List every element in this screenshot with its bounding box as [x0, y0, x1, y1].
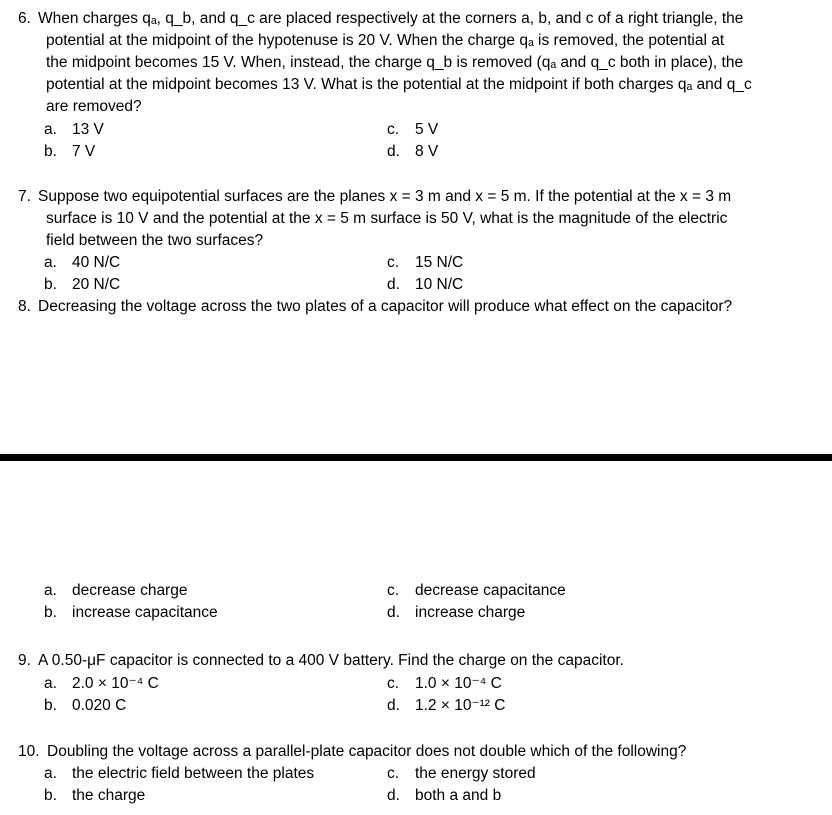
question-6-stem [0, 8, 832, 118]
option-a[interactable] [44, 763, 314, 785]
question-number: 9. [18, 652, 31, 669]
option-d[interactable] [387, 274, 463, 296]
question-9 [0, 650, 832, 672]
option-text: 13 V [72, 121, 104, 138]
option-text: 5 V [415, 121, 439, 138]
option-letter: d. [387, 787, 400, 804]
question-line: Decreasing the voltage across the two plates of a capacitor will produce what effect on the capacitor? [38, 298, 733, 315]
option-a[interactable] [44, 119, 104, 141]
option-a[interactable] [44, 673, 159, 695]
question-10 [0, 741, 832, 763]
option-letter: d. [387, 697, 400, 714]
option-a[interactable] [44, 580, 187, 602]
option-letter: a. [44, 254, 57, 271]
option-text: 7 V [72, 143, 96, 160]
option-c[interactable] [387, 119, 438, 141]
question-number: 6. [18, 10, 31, 27]
option-text: 20 N/C [72, 276, 121, 293]
page-divider [0, 454, 832, 461]
question-9-stem [0, 650, 832, 672]
option-text: 1.0 × 10⁻⁴ C [415, 675, 502, 692]
option-b[interactable] [44, 141, 95, 163]
option-d[interactable] [387, 785, 501, 807]
option-letter: c. [387, 121, 400, 138]
option-d[interactable] [387, 602, 525, 624]
option-text: the charge [72, 787, 146, 804]
option-letter: c. [387, 254, 400, 271]
question-line: surface is 10 V and the potential at the x = 5 m surface is 50 V, what is the magnitude of the electric [46, 210, 728, 227]
option-letter: b. [44, 604, 57, 621]
question-6 [0, 8, 832, 118]
option-c[interactable] [387, 763, 536, 785]
question-number: 7. [18, 188, 31, 205]
question-line: potential at the midpoint becomes 13 V. What is the potential at the midpoint if both charges qₐ and q_c [46, 76, 752, 93]
option-c[interactable] [387, 673, 502, 695]
option-text: 1.2 × 10⁻¹² C [415, 697, 506, 714]
option-d[interactable] [387, 141, 438, 163]
option-letter: c. [387, 765, 400, 782]
question-7-stem [0, 186, 832, 252]
option-b[interactable] [44, 274, 120, 296]
question-line: are removed? [46, 98, 142, 115]
option-text: decrease charge [72, 582, 188, 599]
option-letter: a. [44, 121, 57, 138]
question-number: 10. [18, 743, 40, 760]
option-letter: d. [387, 143, 400, 160]
question-8-stem [0, 296, 832, 318]
option-letter: d. [387, 276, 400, 293]
question-line: A 0.50-μF capacitor is connected to a 400 V battery. Find the charge on the capacitor. [38, 652, 624, 669]
option-text: 40 N/C [72, 254, 121, 271]
question-line: When charges qₐ, q_b, and q_c are placed respectively at the corners a, b, and c of a right triangle, the [38, 10, 744, 27]
question-line: Doubling the voltage across a parallel-plate capacitor does not double which of the following? [47, 743, 687, 760]
option-b[interactable] [44, 785, 145, 807]
option-text: 2.0 × 10⁻⁴ C [72, 675, 159, 692]
question-line: field between the two surfaces? [46, 232, 264, 249]
option-text: decrease capacitance [415, 582, 566, 599]
option-letter: c. [387, 675, 400, 692]
option-c[interactable] [387, 252, 463, 274]
option-c[interactable] [387, 580, 566, 602]
option-text: increase capacitance [72, 604, 218, 621]
option-letter: a. [44, 582, 57, 599]
option-b[interactable] [44, 602, 218, 624]
option-text: the energy stored [415, 765, 536, 782]
option-letter: a. [44, 765, 57, 782]
question-line: Suppose two equipotential surfaces are the planes x = 3 m and x = 5 m. If the potential at the x = 3 m [38, 188, 732, 205]
option-letter: c. [387, 582, 400, 599]
option-text: 15 N/C [415, 254, 464, 271]
option-text: both a and b [415, 787, 502, 804]
option-letter: b. [44, 276, 57, 293]
option-text: the electric field between the plates [72, 765, 315, 782]
question-number: 8. [18, 298, 31, 315]
option-a[interactable] [44, 252, 120, 274]
option-letter: b. [44, 697, 57, 714]
question-line: potential at the midpoint of the hypotenuse is 20 V. When the charge qₐ is removed, the potential at [46, 32, 725, 49]
option-letter: d. [387, 604, 400, 621]
option-letter: a. [44, 675, 57, 692]
option-b[interactable] [44, 695, 126, 717]
option-text: increase charge [415, 604, 526, 621]
option-letter: b. [44, 787, 57, 804]
option-text: 10 N/C [415, 276, 464, 293]
option-letter: b. [44, 143, 57, 160]
question-8 [0, 296, 832, 318]
question-line: the midpoint becomes 15 V. When, instead, the charge q_b is removed (qₐ and q_c both in place), the [46, 54, 744, 71]
option-d[interactable] [387, 695, 505, 717]
question-10-stem [0, 741, 832, 763]
option-text: 8 V [415, 143, 439, 160]
option-text: 0.020 C [72, 697, 127, 714]
question-7 [0, 186, 832, 252]
